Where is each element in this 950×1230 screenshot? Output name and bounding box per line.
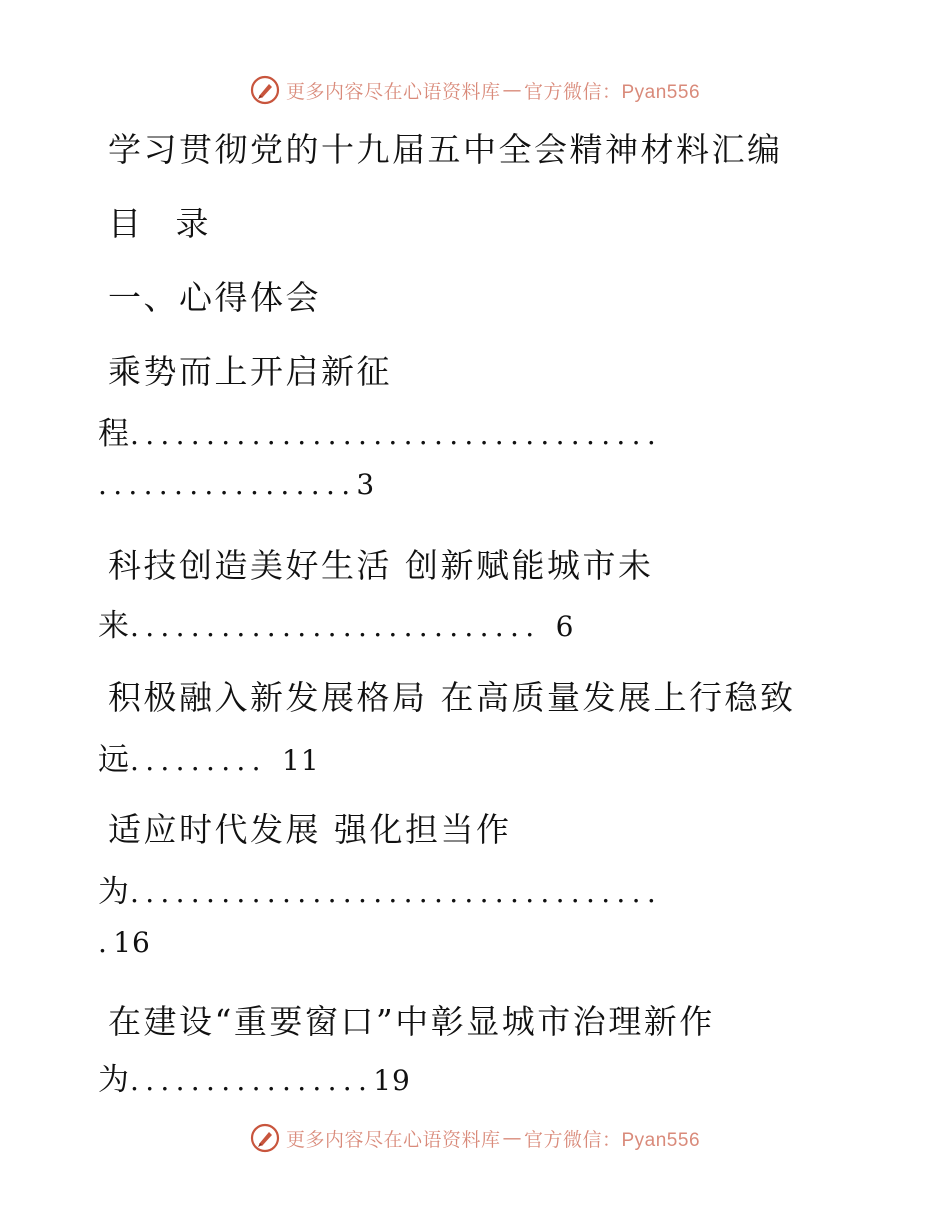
toc-entry-line[interactable] — [98, 466, 375, 502]
toc-entry-line[interactable] — [98, 924, 151, 960]
toc-entry-tail: 为 — [98, 1062, 130, 1098]
toc-entry-line[interactable] — [98, 600, 574, 645]
toc-entry-line[interactable] — [98, 866, 662, 911]
pen-logo-icon — [250, 1123, 280, 1153]
toc-entry-tail: 远 — [98, 742, 130, 778]
toc-entry-title[interactable]: 科技创造美好生活 创新赋能城市未 — [108, 546, 654, 585]
toc-heading: 目 录 — [108, 204, 221, 243]
toc-page-number: 11 — [282, 744, 320, 777]
watermark-wechat: 官方微信：Pyan556 — [524, 81, 701, 103]
toc-entry-title[interactable]: 在建设“重要窗口”中彰显城市治理新作 — [108, 1002, 715, 1041]
toc-entry-line[interactable] — [98, 734, 320, 779]
toc-page-number: 3 — [356, 468, 376, 501]
toc-page-number: 16 — [113, 926, 151, 959]
toc-leader-dots: . — [98, 926, 114, 959]
toc-page-number: 19 — [373, 1064, 411, 1097]
pen-logo-icon — [250, 75, 280, 105]
watermark-banner-bottom — [0, 1118, 950, 1158]
toc-entry-tail: 来 — [98, 608, 130, 644]
toc-page-number: 6 — [555, 610, 575, 643]
document-title: 学习贯彻党的十九届五中全会精神材料汇编 — [108, 130, 783, 169]
toc-entry-title[interactable]: 乘势而上开启新征 — [108, 352, 392, 391]
watermark-text: 更多内容尽在心语资料库 — [285, 80, 501, 103]
section-heading: 一、心得体会 — [108, 278, 321, 317]
toc-entry-line[interactable] — [98, 1054, 411, 1099]
toc-leader-dots: ................................... — [130, 876, 663, 909]
watermark-banner-top — [0, 70, 950, 110]
toc-leader-dots: ................................... — [130, 418, 663, 451]
toc-leader-dots: ......... — [130, 744, 283, 777]
toc-entry-title[interactable]: 适应时代发展 强化担当作 — [108, 810, 512, 849]
watermark-text: 更多内容尽在心语资料库 — [285, 1128, 501, 1151]
watermark-separator: — — [502, 79, 522, 101]
toc-entry-tail: 程 — [98, 416, 130, 452]
toc-leader-dots: ................. — [98, 468, 357, 501]
watermark-separator: — — [502, 1127, 522, 1149]
toc-entry-title[interactable]: 积极融入新发展格局 在高质量发展上行稳致 — [108, 678, 796, 717]
watermark-wechat: 官方微信：Pyan556 — [524, 1129, 701, 1151]
toc-leader-dots: ................ — [130, 1064, 374, 1097]
toc-leader-dots: ........................... — [130, 610, 556, 643]
toc-entry-tail: 为 — [98, 874, 130, 910]
toc-entry-line[interactable] — [98, 408, 662, 453]
